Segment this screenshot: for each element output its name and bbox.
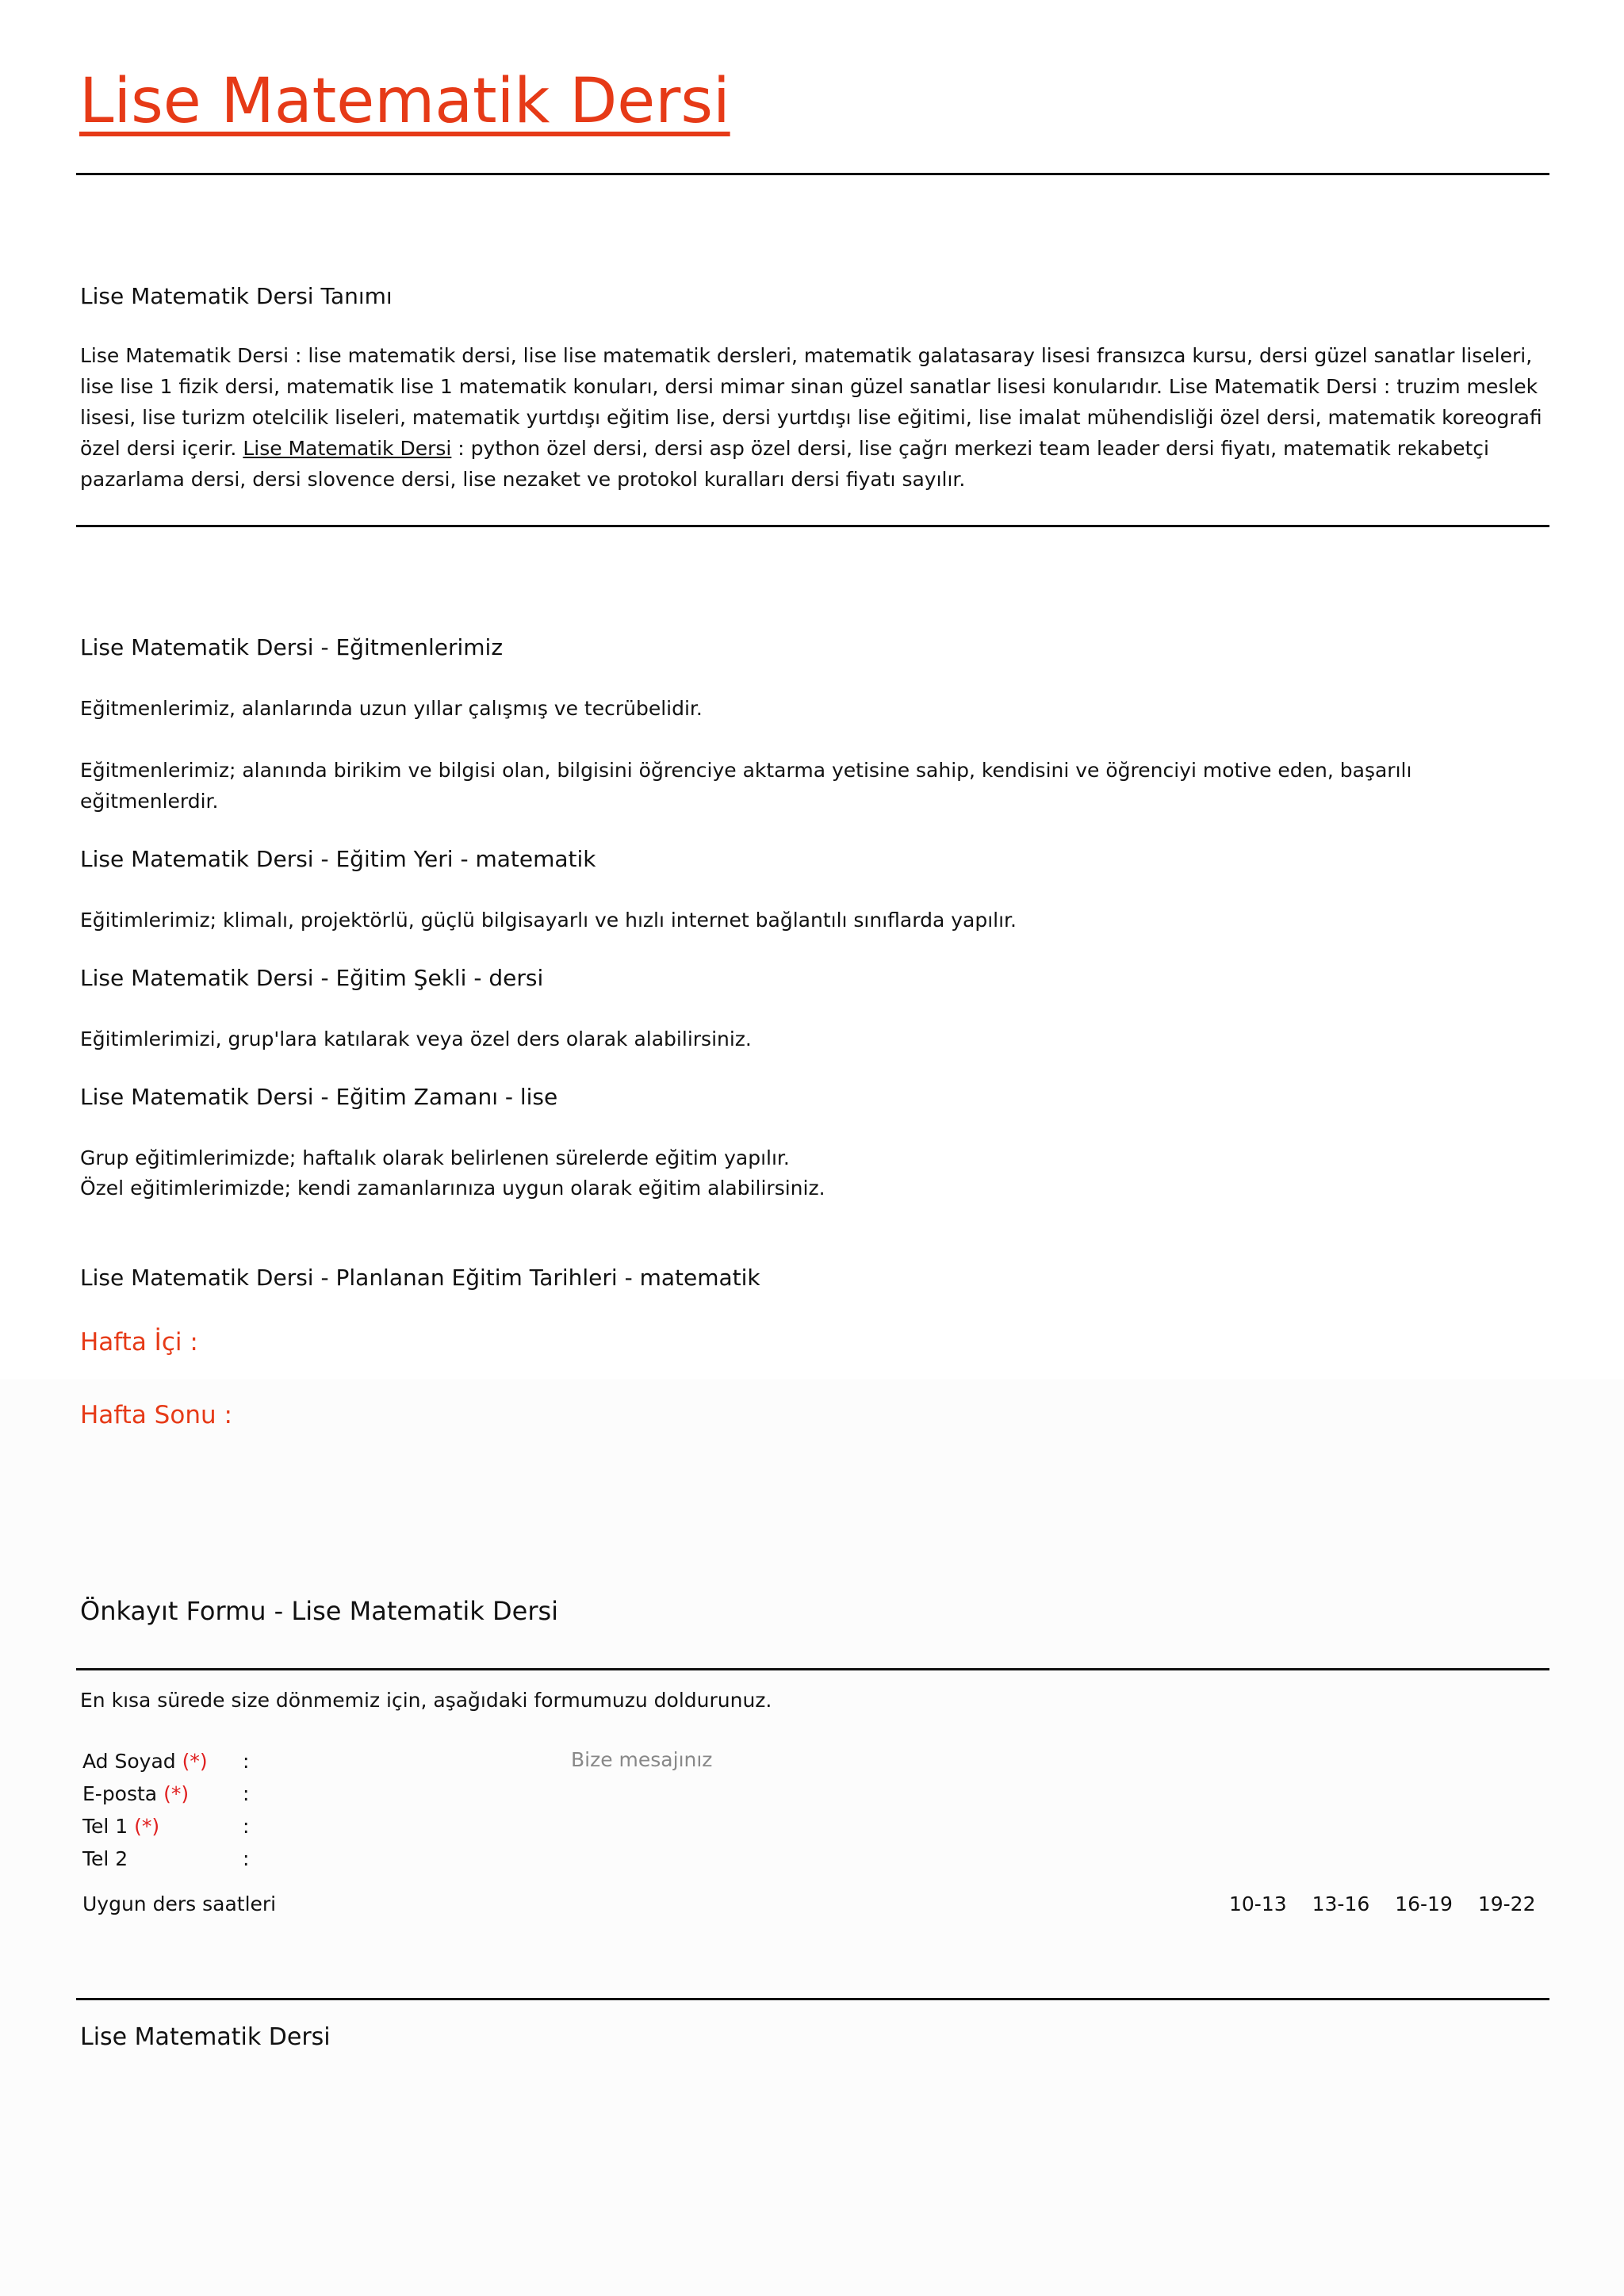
divider (76, 1998, 1549, 2000)
zaman-text-2: Özel eğitimlerimizde; kendi zamanlarınıza uygun olarak eğitim alabilirsiniz. (80, 1177, 825, 1200)
sekil-text: Eğitimlerimizi, grup'lara katılarak veya özel ders olarak alabilirsiniz. (80, 1027, 752, 1050)
tanim-text-2: : python özel dersi, dersi asp özel dersi, lise çağrı merkezi team leader dersi fiyatı, matematik rekabetçi pazarlama dersi, dersi slovence dersi, lise nezaket ve protokol kuralları dersi fiyatı sayılır. (80, 437, 1489, 491)
time-slots (1229, 1889, 1535, 1919)
divider (76, 173, 1549, 175)
eposta-text: E-posta (82, 1782, 158, 1805)
time-slot-option[interactable]: 10-13 (1229, 1892, 1287, 1915)
colon: : (243, 1750, 250, 1773)
divider (76, 525, 1549, 527)
time-slot-option[interactable]: 13-16 (1312, 1892, 1370, 1915)
footer-title: Lise Matematik Dersi (80, 2023, 331, 2051)
tanim-text-1: Lise Matematik Dersi : lise matematik dersi, lise lise matematik dersleri, matematik galatasaray lisesi fransızca kursu, dersi güzel sanatlar liseleri, lise lise 1 fizik dersi, matematik lise 1 matematik konuları, dersi mimar sinan güzel sanatlar lisesi konularıdır. Lise Matematik Dersi : truzim meslek lisesi, lise turizm otelcilik liseleri, matematik yurtdışı eğitim lise, dersi yurtdışı lise eğitimi, lise imalat mühendisliği özel dersi, matematik koreografi özel dersi içerir. (80, 344, 1542, 460)
hafta-ici-label: Hafta İçi : (80, 1328, 198, 1357)
required-mark: (*) (163, 1782, 190, 1805)
hafta-sonu-label: Hafta Sonu : (80, 1401, 232, 1429)
time-slot-option[interactable]: 16-19 (1395, 1892, 1453, 1915)
tarihler-heading: Lise Matematik Dersi - Planlanan Eğitim Tarihleri - matematik (80, 1265, 760, 1291)
form-intro: En kısa sürede size dönmemiz için, aşağıdaki formumuzu doldurunuz. (80, 1689, 772, 1712)
tanim-paragraph (80, 340, 1543, 495)
egitmenler-heading: Lise Matematik Dersi - Eğitmenlerimiz (80, 634, 504, 660)
tel2-label (82, 1844, 128, 1874)
sekil-heading: Lise Matematik Dersi - Eğitim Şekli - dersi (80, 965, 544, 991)
divider (76, 1668, 1549, 1670)
time-slot-option[interactable]: 19-22 (1477, 1892, 1536, 1915)
tanim-heading: Lise Matematik Dersi Tanımı (80, 283, 393, 309)
required-mark: (*) (134, 1815, 160, 1838)
egitmenler-text-2: Eğitmenlerimiz; alanında birikim ve bilgisi olan, bilgisini öğrenciye aktarma yetisine sahip, kendisini ve öğrenciyi motive eden, başarılı eğitmenlerdir. (80, 759, 1412, 813)
tanim-link[interactable]: Lise Matematik Dersi (243, 437, 452, 460)
zaman-heading: Lise Matematik Dersi - Eğitim Zamanı - lise (80, 1084, 558, 1110)
tel1-text: Tel 1 (82, 1815, 128, 1838)
tel1-input[interactable] (262, 1813, 550, 1842)
page-title: Lise Matematik Dersi (79, 66, 730, 137)
ad-soyad-label (82, 1747, 208, 1777)
ad-soyad-text: Ad Soyad (82, 1750, 176, 1773)
yer-heading: Lise Matematik Dersi - Eğitim Yeri - matematik (80, 846, 596, 872)
required-mark: (*) (182, 1750, 208, 1773)
colon: : (243, 1847, 250, 1870)
ad-soyad-input[interactable] (262, 1748, 550, 1777)
yer-text: Eğitimlerimiz; klimalı, projektörlü, güçlü bilgisayarlı ve hızlı internet bağlantılı sınıflarda yapılır. (80, 909, 1017, 932)
uygun-saatler-label: Uygun ders saatleri (82, 1892, 277, 1915)
zaman-text-1: Grup eğitimlerimizde; haftalık olarak belirlenen sürelerde eğitim yapılır. (80, 1146, 790, 1169)
egitmenler-text-1: Eğitmenlerimiz, alanlarında uzun yıllar çalışmış ve tecrübelidir. (80, 697, 703, 720)
eposta-input[interactable] (262, 1781, 550, 1809)
tel2-text: Tel 2 (82, 1847, 128, 1870)
tel1-label (82, 1812, 159, 1842)
colon: : (243, 1782, 250, 1805)
eposta-label (82, 1779, 189, 1809)
message-textarea[interactable] (565, 1744, 1553, 1863)
colon: : (243, 1815, 250, 1838)
tel2-input[interactable] (262, 1846, 550, 1874)
form-title: Önkayıt Formu - Lise Matematik Dersi (80, 1596, 559, 1626)
